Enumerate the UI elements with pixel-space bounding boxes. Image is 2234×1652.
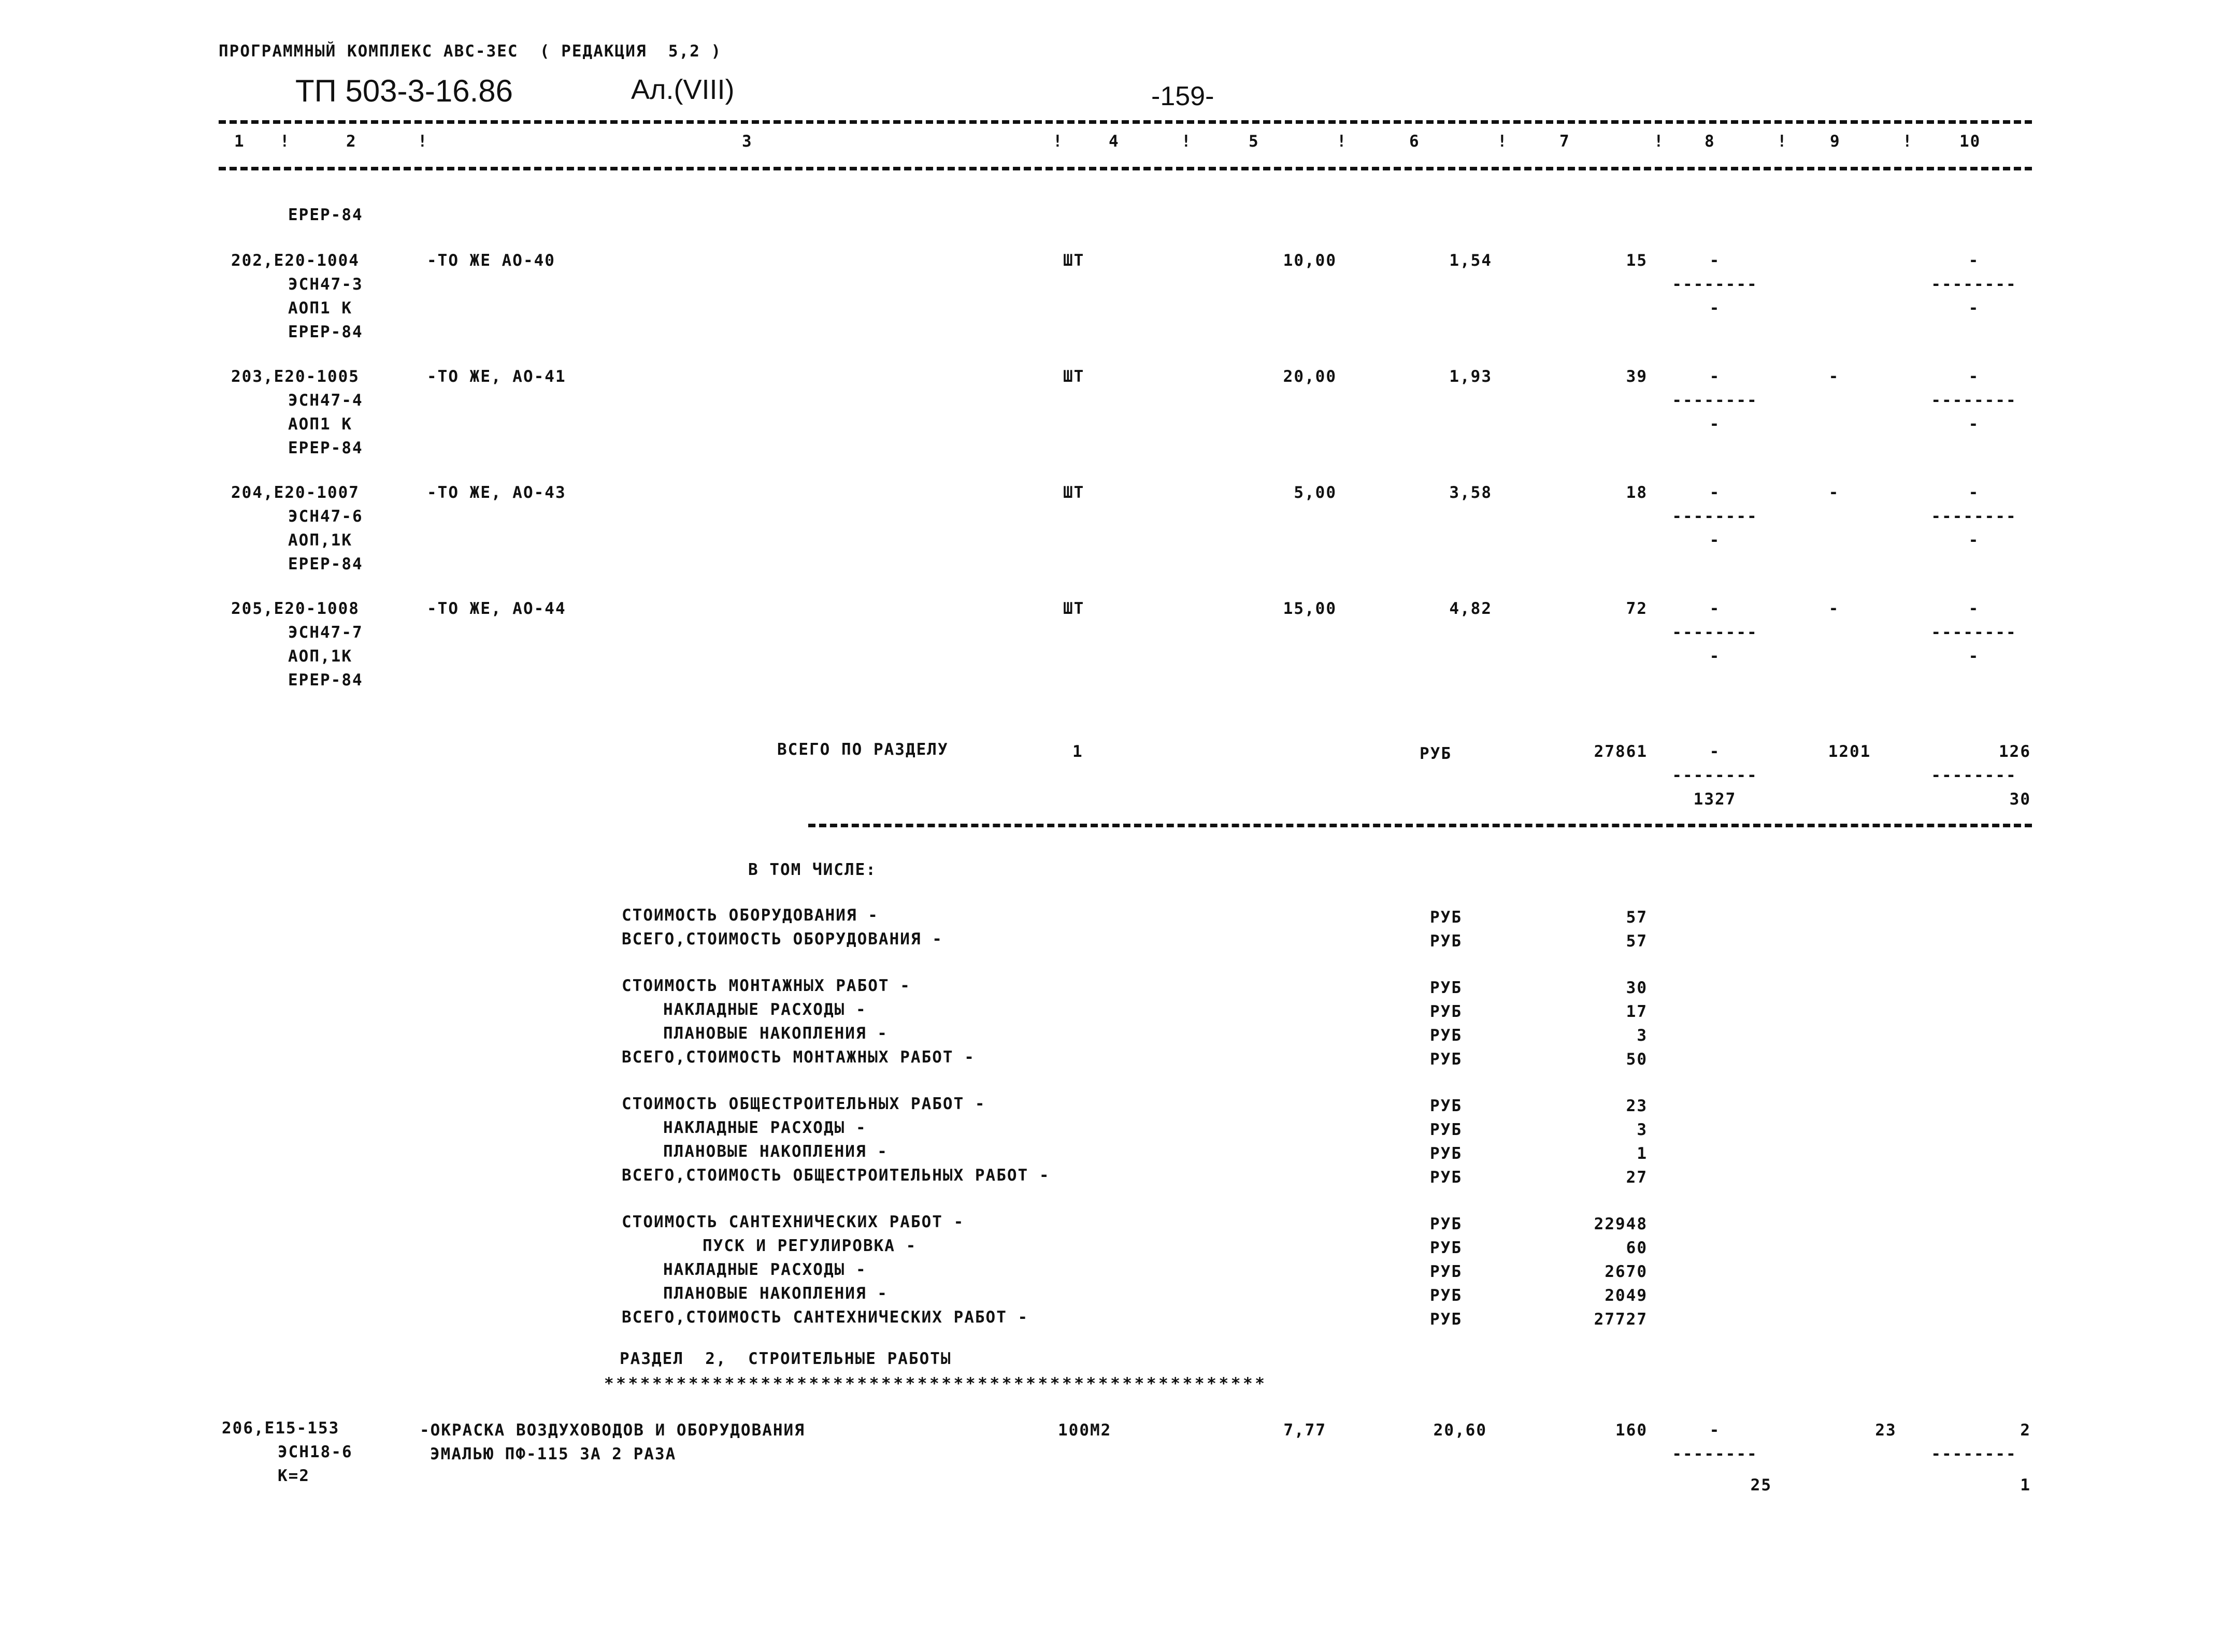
breakdown-value: 30 — [1626, 979, 1648, 997]
breakdown-value: 50 — [1626, 1050, 1648, 1069]
col-sep: ! — [1337, 132, 1348, 151]
col8-bottom: 25 — [1750, 1476, 1772, 1495]
col-num-6: 6 — [1409, 132, 1420, 151]
col8-line: -------- — [1672, 766, 1758, 785]
col-sep: ! — [418, 132, 428, 151]
item-code: ЕРЕР-84 — [288, 671, 363, 689]
col10-bottom: - — [1968, 415, 1980, 434]
col9-value: - — [1828, 367, 1840, 386]
breakdown-value: 17 — [1626, 1002, 1648, 1021]
col-num-3: 3 — [742, 132, 753, 151]
section2-underline: ******************************************************* — [604, 1374, 1267, 1393]
col-num-1: 1 — [234, 132, 245, 151]
breakdown-unit: РУБ — [1430, 1097, 1462, 1115]
continuation-code: ЕРЕР-84 — [288, 206, 363, 224]
item-code: ЕРЕР-84 — [288, 323, 363, 341]
breakdown-value: 57 — [1626, 932, 1648, 951]
item-unit: ШТ — [1063, 599, 1085, 618]
section-total-rule — [808, 824, 2032, 827]
col9-value: 1201 — [1828, 742, 1871, 761]
breakdown-value: 3 — [1637, 1121, 1648, 1139]
col8-line: -------- — [1672, 275, 1758, 294]
item-code: К=2 — [278, 1467, 310, 1485]
section-total-label: ВСЕГО ПО РАЗДЕЛУ — [777, 740, 949, 759]
col8-top: - — [1709, 1421, 1721, 1440]
col10-bottom: 30 — [2009, 790, 2031, 809]
breakdown-unit: РУБ — [1430, 908, 1462, 927]
item-total: 72 — [1626, 599, 1648, 618]
col8-line: -------- — [1672, 623, 1758, 642]
breakdown-unit: РУБ — [1430, 932, 1462, 951]
item-price: 20,60 — [1433, 1421, 1487, 1440]
col8-bottom: - — [1709, 415, 1721, 434]
breakdown-label: ПУСК И РЕГУЛИРОВКА - — [703, 1237, 917, 1255]
col8-bottom: - — [1709, 531, 1721, 550]
breakdown-value: 2670 — [1605, 1262, 1648, 1281]
breakdown-value: 3 — [1637, 1026, 1648, 1045]
page-number: -159- — [1151, 81, 1214, 111]
col10-line: -------- — [1931, 1445, 2017, 1463]
item-total: 15 — [1626, 251, 1648, 270]
breakdown-value: 57 — [1626, 908, 1648, 927]
item-price: 3,58 — [1449, 483, 1492, 502]
col-sep: ! — [280, 132, 291, 151]
header-top-rule — [219, 120, 2032, 124]
col-num-9: 9 — [1830, 132, 1841, 151]
item-unit: ШТ — [1063, 483, 1085, 502]
item-total: 39 — [1626, 367, 1648, 386]
breakdown-label: ВСЕГО,СТОИМОСТЬ САНТЕХНИЧЕСКИХ РАБОТ - — [622, 1308, 1029, 1327]
item-name: -ТО ЖЕ, АО-41 — [427, 367, 566, 386]
breakdown-label: СТОИМОСТЬ САНТЕХНИЧЕСКИХ РАБОТ - — [622, 1213, 965, 1231]
col-sep: ! — [1053, 132, 1064, 151]
col-sep: ! — [1654, 132, 1665, 151]
item-code: АОП,1К — [288, 647, 352, 666]
col-sep: ! — [1497, 132, 1508, 151]
program-header: ПРОГРАММНЫЙ КОМПЛЕКС АВС-ЗЕС ( РЕДАКЦИЯ 5,2 ) — [219, 42, 722, 61]
col10-top: 2 — [2020, 1421, 2031, 1440]
breakdown-value: 22948 — [1594, 1215, 1648, 1233]
item-price: 1,93 — [1449, 367, 1492, 386]
col8-top: - — [1709, 251, 1721, 270]
item-code: ЭСН47-3 — [288, 275, 363, 294]
col8-line: -------- — [1672, 391, 1758, 410]
col-sep: ! — [1181, 132, 1192, 151]
breakdown-unit: РУБ — [1430, 1050, 1462, 1069]
breakdown-label: ВСЕГО,СТОИМОСТЬ МОНТАЖНЫХ РАБОТ - — [622, 1048, 975, 1067]
item-name: -ТО ЖЕ, АО-44 — [427, 599, 566, 618]
breakdown-value: 1 — [1637, 1144, 1648, 1163]
breakdown-value: 60 — [1626, 1239, 1648, 1257]
col10-line: -------- — [1931, 623, 2017, 642]
col-num-10: 10 — [1959, 132, 1981, 151]
breakdown-label: ВСЕГО,СТОИМОСТЬ ОБЩЕСТРОИТЕЛЬНЫХ РАБОТ - — [622, 1166, 1050, 1185]
breakdown-label: СТОИМОСТЬ ОБЩЕСТРОИТЕЛЬНЫХ РАБОТ - — [622, 1095, 986, 1113]
col10-top: - — [1968, 367, 1980, 386]
col-num-8: 8 — [1705, 132, 1715, 151]
item-name: -ОКРАСКА ВОЗДУХОВОДОВ И ОБОРУДОВАНИЯ — [420, 1421, 805, 1440]
item-unit: 100М2 — [1058, 1421, 1112, 1440]
breakdown-label: НАКЛАДНЫЕ РАСХОДЫ - — [663, 1118, 867, 1137]
col-num-4: 4 — [1109, 132, 1120, 151]
breakdown-unit: РУБ — [1430, 1168, 1462, 1187]
breakdown-label: ПЛАНОВЫЕ НАКОПЛЕНИЯ - — [663, 1284, 888, 1303]
item-code: ЭСН47-4 — [288, 391, 363, 410]
col9-value: - — [1828, 483, 1840, 502]
item-name: -ТО ЖЕ АО-40 — [427, 251, 555, 270]
breakdown-label: СТОИМОСТЬ МОНТАЖНЫХ РАБОТ - — [622, 976, 911, 995]
col10-line: -------- — [1931, 275, 2017, 294]
item-quantity: 5,00 — [1294, 483, 1337, 502]
item-code: АОП1 К — [288, 415, 352, 434]
including-label: В ТОМ ЧИСЛЕ: — [748, 860, 877, 879]
col10-line: -------- — [1931, 391, 2017, 410]
breakdown-label: СТОИМОСТЬ ОБОРУДОВАНИЯ - — [622, 906, 879, 925]
item-code: ЭСН47-6 — [288, 507, 363, 526]
album-label: Ал.(VIII) — [631, 74, 735, 105]
item-code: 203,Е20-1005 — [231, 367, 360, 386]
col-num-2: 2 — [346, 132, 357, 151]
col-num-5: 5 — [1249, 132, 1259, 151]
col8-top: - — [1709, 742, 1721, 761]
col8-top: - — [1709, 599, 1721, 618]
breakdown-value: 2049 — [1605, 1286, 1648, 1305]
item-unit: ШТ — [1063, 251, 1085, 270]
breakdown-unit: РУБ — [1430, 1239, 1462, 1257]
item-code: 205,Е20-1008 — [231, 599, 360, 618]
breakdown-label: НАКЛАДНЫЕ РАСХОДЫ - — [663, 1260, 867, 1279]
breakdown-label: ПЛАНОВЫЕ НАКОПЛЕНИЯ - — [663, 1142, 888, 1161]
breakdown-unit: РУБ — [1430, 1215, 1462, 1233]
col8-bottom: - — [1709, 647, 1721, 666]
col10-bottom: 1 — [2020, 1476, 2031, 1495]
col10-top: - — [1968, 599, 1980, 618]
section2-title: РАЗДЕЛ 2, СТРОИТЕЛЬНЫЕ РАБОТЫ — [620, 1349, 952, 1368]
col10-line: -------- — [1931, 766, 2017, 785]
col10-bottom: - — [1968, 531, 1980, 550]
breakdown-value: 27 — [1626, 1168, 1648, 1187]
col10-line: -------- — [1931, 507, 2017, 526]
col8-bottom: - — [1709, 299, 1721, 318]
item-total: 18 — [1626, 483, 1648, 502]
breakdown-label: НАКЛАДНЫЕ РАСХОДЫ - — [663, 1000, 867, 1019]
col8-bottom: 1327 — [1693, 790, 1737, 809]
col10-bottom: - — [1968, 299, 1980, 318]
col8-top: - — [1709, 367, 1721, 386]
item-code: ЕРЕР-84 — [288, 555, 363, 573]
col8-line: -------- — [1672, 507, 1758, 526]
col9-value: 23 — [1875, 1421, 1897, 1440]
section-total-unit: РУБ — [1420, 744, 1452, 763]
breakdown-unit: РУБ — [1430, 1121, 1462, 1139]
item-code: ЭСН18-6 — [278, 1443, 353, 1461]
item-code: 202,Е20-1004 — [231, 251, 360, 270]
col-sep: ! — [1902, 132, 1913, 151]
item-code: 206,Е15-153 — [222, 1419, 340, 1438]
item-price: 4,82 — [1449, 599, 1492, 618]
breakdown-unit: РУБ — [1430, 1144, 1462, 1163]
item-quantity: 15,00 — [1283, 599, 1337, 618]
breakdown-value: 23 — [1626, 1097, 1648, 1115]
header-bottom-rule — [219, 167, 2032, 170]
breakdown-label: ВСЕГО,СТОИМОСТЬ ОБОРУДОВАНИЯ - — [622, 930, 943, 949]
item-name: -ТО ЖЕ, АО-43 — [427, 483, 566, 502]
item-total: 160 — [1615, 1421, 1648, 1440]
breakdown-unit: РУБ — [1430, 1002, 1462, 1021]
col10-top: 126 — [1999, 742, 2031, 761]
item-price: 1,54 — [1449, 251, 1492, 270]
col10-top: - — [1968, 483, 1980, 502]
breakdown-unit: РУБ — [1430, 1310, 1462, 1329]
section-total-number: 1 — [1072, 742, 1083, 761]
item-unit: ШТ — [1063, 367, 1085, 386]
item-name: ЭМАЛЬЮ ПФ-115 ЗА 2 РАЗА — [430, 1445, 677, 1463]
col10-top: - — [1968, 251, 1980, 270]
section-total-value: 27861 — [1594, 742, 1648, 761]
item-quantity: 10,00 — [1283, 251, 1337, 270]
item-code: АОП1 К — [288, 299, 352, 318]
breakdown-value: 27727 — [1594, 1310, 1648, 1329]
breakdown-unit: РУБ — [1430, 1262, 1462, 1281]
item-code: 204,Е20-1007 — [231, 483, 360, 502]
breakdown-unit: РУБ — [1430, 1026, 1462, 1045]
item-quantity: 20,00 — [1283, 367, 1337, 386]
breakdown-unit: РУБ — [1430, 979, 1462, 997]
col-sep: ! — [1777, 132, 1788, 151]
item-code: ЕРЕР-84 — [288, 439, 363, 457]
item-quantity: 7,77 — [1283, 1421, 1326, 1440]
doc-code: ТП 503-3-16.86 — [295, 74, 513, 108]
breakdown-unit: РУБ — [1430, 1286, 1462, 1305]
col8-line: -------- — [1672, 1445, 1758, 1463]
item-code: ЭСН47-7 — [288, 623, 363, 642]
breakdown-label: ПЛАНОВЫЕ НАКОПЛЕНИЯ - — [663, 1024, 888, 1043]
col9-value: - — [1828, 599, 1840, 618]
col10-bottom: - — [1968, 647, 1980, 666]
col8-top: - — [1709, 483, 1721, 502]
item-code: АОП,1К — [288, 531, 352, 550]
col-num-7: 7 — [1559, 132, 1570, 151]
